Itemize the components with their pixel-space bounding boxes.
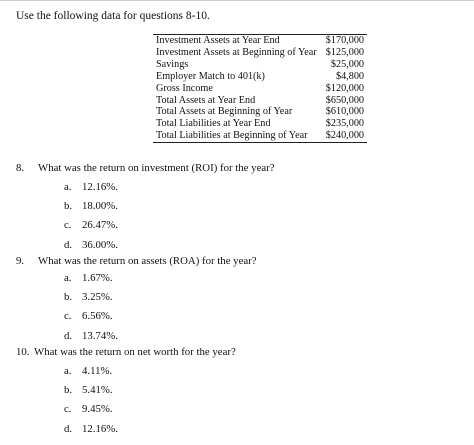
table-row bbox=[153, 35, 367, 47]
answer-option-c[interactable] bbox=[64, 216, 118, 235]
answer-option-a[interactable] bbox=[64, 269, 118, 288]
answer-option-d[interactable] bbox=[64, 236, 118, 255]
row-label: Total Assets at Year End bbox=[156, 94, 256, 106]
option-text: 1.67%. bbox=[82, 272, 113, 284]
question-9 bbox=[16, 255, 257, 267]
option-letter: a. bbox=[64, 181, 72, 193]
row-label: Investment Assets at Beginning of Year bbox=[156, 46, 317, 58]
row-value: $125,000 bbox=[325, 46, 364, 58]
row-label: Total Liabilities at Beginning of Year bbox=[153, 130, 324, 142]
table-row bbox=[153, 118, 367, 130]
row-label: Total Assets at Beginning of Year bbox=[156, 106, 293, 118]
question-number: 10. bbox=[16, 346, 30, 358]
option-letter: b. bbox=[64, 200, 73, 213]
option-text: 26.47%. bbox=[82, 219, 118, 232]
row-label: Investment Assets at Year End bbox=[153, 35, 324, 47]
answer-option-d[interactable] bbox=[64, 327, 118, 346]
row-value: $4,800 bbox=[335, 70, 364, 82]
question-8 bbox=[16, 162, 275, 174]
table-row bbox=[153, 130, 367, 142]
answer-option-c[interactable] bbox=[64, 307, 118, 326]
row-label: Savings bbox=[156, 58, 189, 70]
row-label: Employer Match to 401(k) bbox=[156, 70, 265, 82]
option-text: 13.74%. bbox=[82, 329, 118, 342]
option-letter: d. bbox=[64, 329, 73, 342]
question-8-options bbox=[64, 178, 118, 255]
question-text: What was the return on net worth for the year? bbox=[34, 346, 236, 358]
row-value: $170,000 bbox=[324, 35, 367, 47]
question-9-options bbox=[64, 269, 118, 346]
option-letter: b. bbox=[64, 384, 73, 397]
option-letter: d. bbox=[64, 238, 73, 251]
table-row bbox=[153, 71, 367, 83]
question-text: What was the return on investment (ROI) for the year? bbox=[38, 162, 275, 174]
option-letter: c. bbox=[64, 403, 72, 416]
answer-option-b[interactable] bbox=[64, 288, 118, 307]
option-letter: c. bbox=[64, 310, 72, 323]
option-text: 9.45%. bbox=[82, 403, 113, 416]
option-letter: b. bbox=[64, 291, 73, 304]
option-text: 3.25%. bbox=[82, 291, 113, 304]
option-text: 4.11%. bbox=[82, 365, 113, 377]
question-number: 9. bbox=[16, 255, 25, 267]
row-value: $120,000 bbox=[325, 82, 364, 94]
row-value: $235,000 bbox=[325, 118, 364, 130]
intro-text: Use the following data for questions 8-10. bbox=[16, 10, 210, 22]
table-row bbox=[153, 106, 367, 118]
row-value: $240,000 bbox=[324, 130, 367, 142]
table-row bbox=[153, 95, 367, 107]
table-row bbox=[153, 47, 367, 59]
option-text: 12.16%. bbox=[82, 422, 118, 435]
top-border bbox=[0, 0, 474, 1]
data-table bbox=[153, 34, 367, 143]
question-10 bbox=[16, 346, 236, 358]
row-value: $25,000 bbox=[330, 58, 364, 70]
answer-option-d[interactable] bbox=[64, 420, 118, 439]
option-text: 12.16%. bbox=[82, 181, 118, 193]
option-text: 18.00%. bbox=[82, 200, 118, 213]
option-text: 36.00%. bbox=[82, 238, 118, 251]
table-row bbox=[153, 59, 367, 71]
option-text: 5.41%. bbox=[82, 384, 113, 397]
question-number: 8. bbox=[16, 162, 25, 174]
option-letter: d. bbox=[64, 422, 73, 435]
answer-option-b[interactable] bbox=[64, 381, 118, 400]
row-value: $650,000 bbox=[325, 94, 364, 106]
answer-option-a[interactable] bbox=[64, 362, 118, 381]
row-value: $610,000 bbox=[325, 106, 364, 118]
answer-option-a[interactable] bbox=[64, 178, 118, 197]
option-text: 6.56%. bbox=[82, 310, 113, 323]
row-label: Total Liabilities at Year End bbox=[156, 118, 271, 130]
question-10-options bbox=[64, 362, 118, 439]
option-letter: a. bbox=[64, 365, 72, 377]
answer-option-c[interactable] bbox=[64, 400, 118, 419]
row-label: Gross Income bbox=[156, 82, 213, 94]
answer-option-b[interactable] bbox=[64, 197, 118, 216]
option-letter: c. bbox=[64, 219, 72, 232]
table-row bbox=[153, 83, 367, 95]
question-text: What was the return on assets (ROA) for the year? bbox=[38, 255, 257, 267]
option-letter: a. bbox=[64, 272, 72, 284]
